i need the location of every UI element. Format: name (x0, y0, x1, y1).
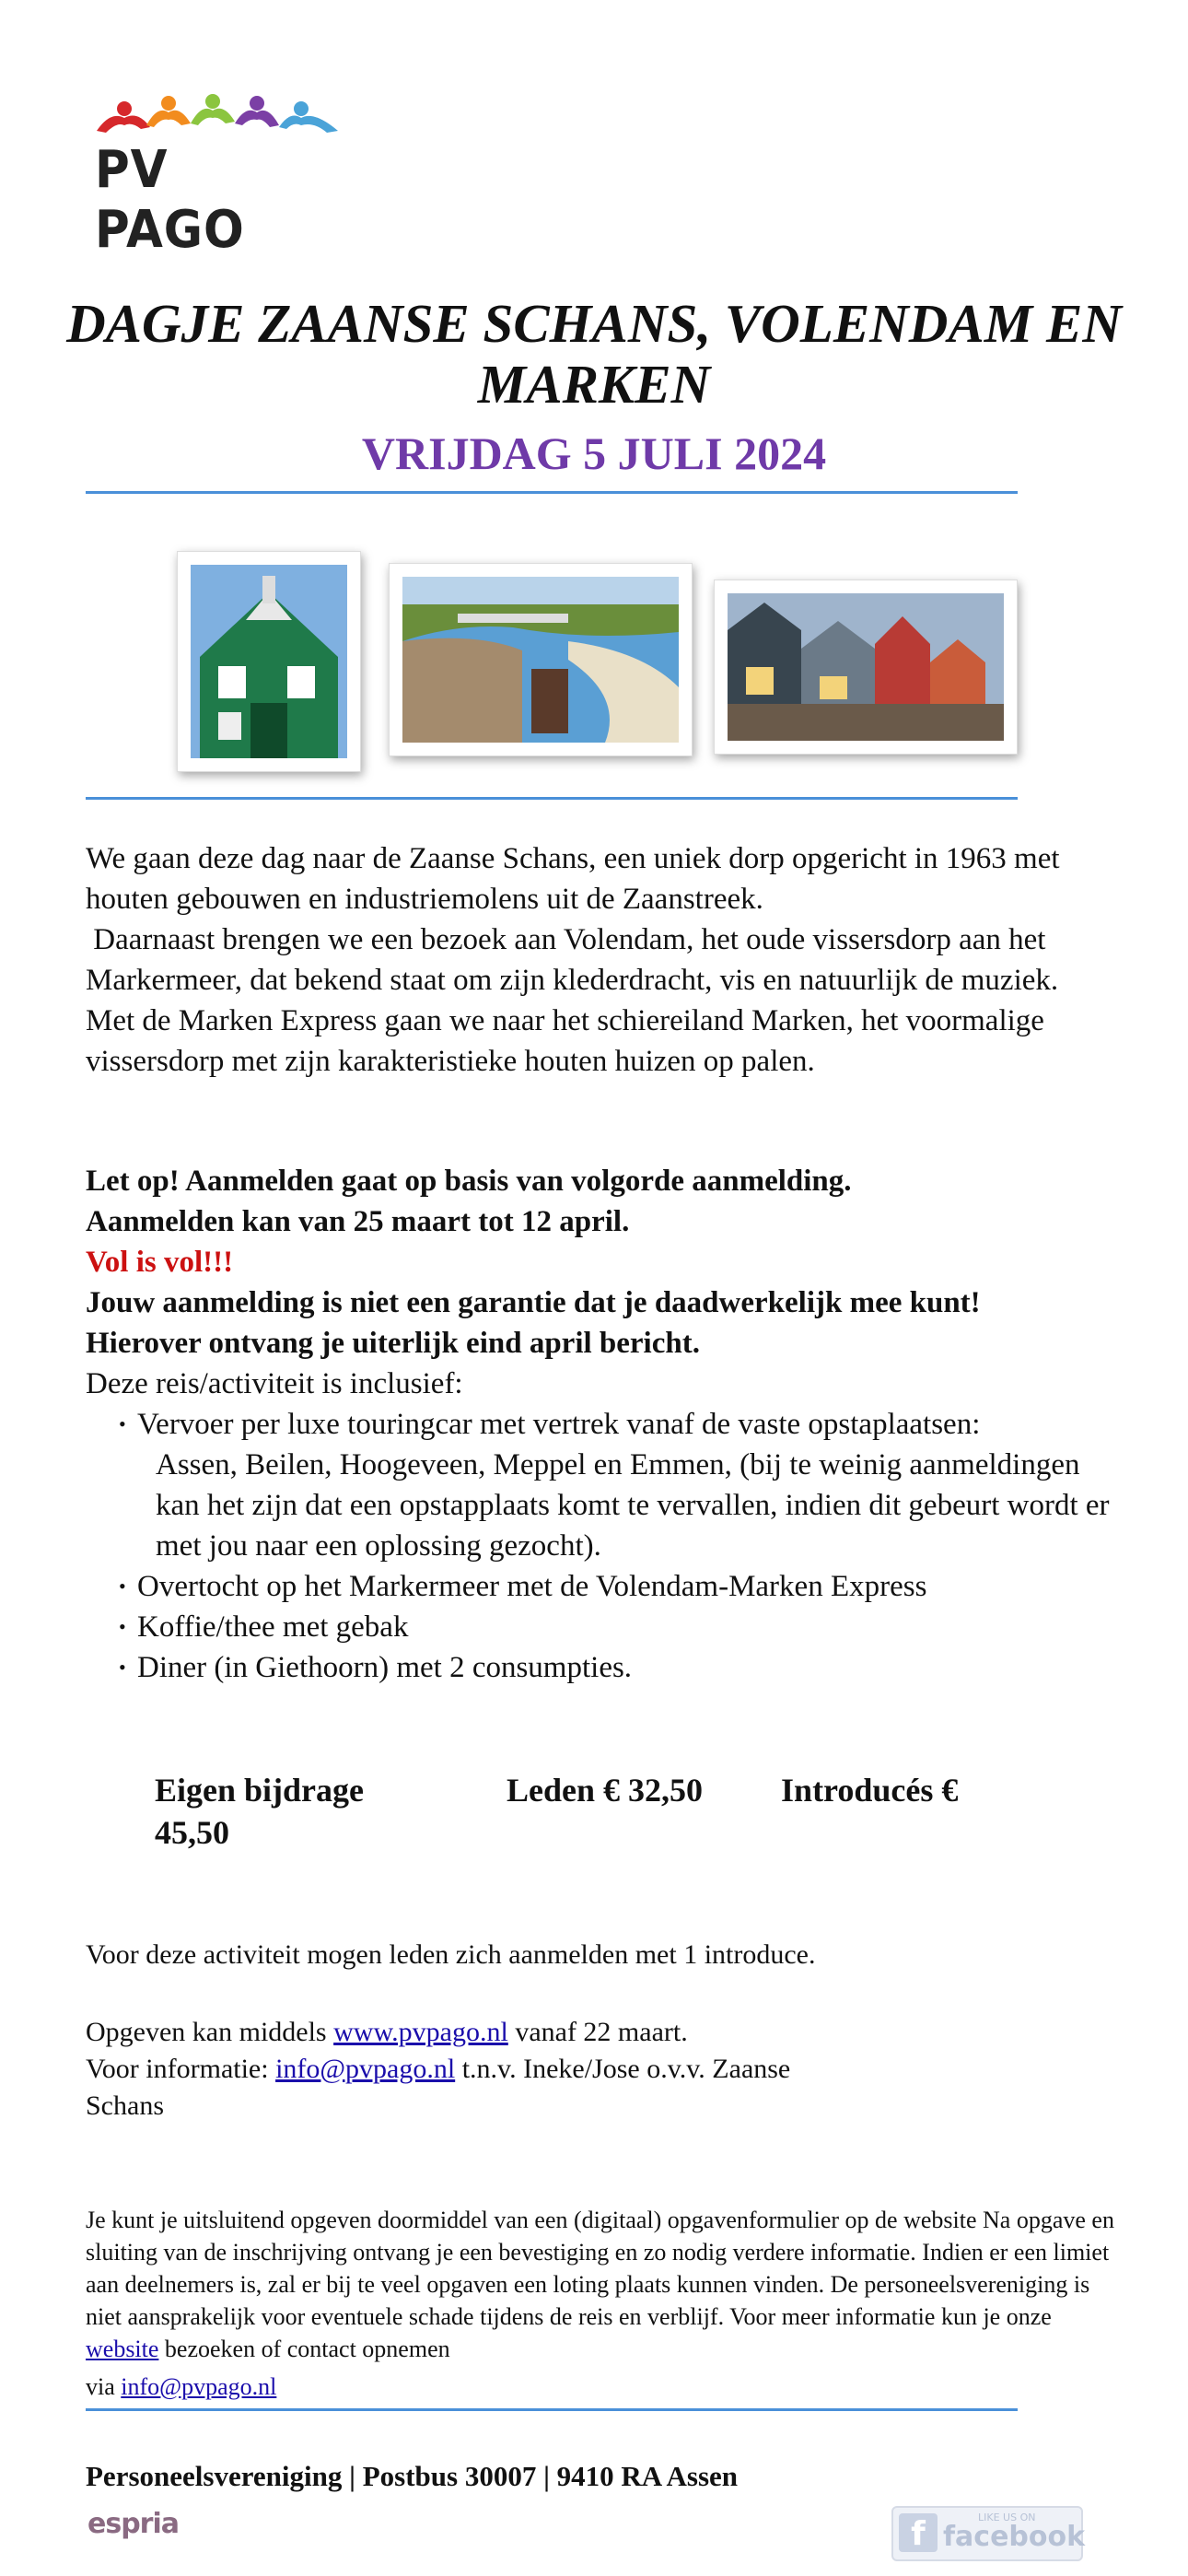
price-members: Leden € 32,50 (507, 1772, 704, 1809)
notice-block (86, 1161, 1126, 1688)
list-item: • Overtocht op het Markermeer met de Volendam-Marken Express (86, 1566, 1126, 1607)
list-item: • Diner (in Giethoorn) met 2 consumpties. (86, 1647, 1126, 1688)
price-guests: Introducés € (781, 1772, 959, 1809)
intro-text (86, 838, 1126, 1082)
list-item: • Koffie/thee met gebak (86, 1607, 1126, 1647)
notice-line: Let op! Aanmelden gaat op basis van volgorde aanmelding. (86, 1165, 852, 1198)
page-title: DAGJE ZAANSE SCHANS, VOLENDAM EN MARKEN (66, 293, 1122, 415)
facebook-icon: f (899, 2513, 938, 2552)
full-warning: Vol is vol!!! (86, 1246, 234, 1279)
event-date: VRIJDAG 5 JULI 2024 (361, 427, 827, 479)
intro-paragraph: Met de Marken Express gaan we naar het schiereiland Marken, het voormalige vissersdorp met zijn karakteristieke houten huizen op palen. (86, 1004, 1044, 1078)
disclaimer: Je kunt je uitsluitend opgeven doormiddel van een (digitaal) opgavenformulier op de website Na opgave en sluiting van de inschrijving ontvang je een bevestiging en zo nodig verdere informatie. Indien er een limiet aan deelnemers is, zal er bij te veel opgaven een loting plaats kunnen vinden. De personeelsvereniging is niet aansprakelijk voor eventuele schade tijdens de reis en verblijf. Voor meer informatie kun je onze website bezoeken of contact opnemen via info@pvpago.nl (86, 2207, 1114, 2400)
facebook-like-label: LIKE US ON (978, 2512, 1036, 2523)
espria-logo: espria (87, 2508, 179, 2540)
pv-pago-logo (87, 92, 345, 260)
signup-info: Opgeven kan middels www.pvpago.nl vanaf 22 maart. Voor informatie: info@pvpago.nl t.n.v. Ineke/Jose o.v.v. Zaanse Schans (86, 2017, 791, 2121)
photo-marken-houses (714, 580, 1018, 755)
photo-zaanse-schans (177, 551, 361, 772)
list-item: • Vervoer per luxe touringcar met vertrek vanaf de vaste opstaplaatsen: Assen, Beilen, Hoogeveen, Meppel en Emmen, (bij te weinig aanmeldingen kan het zijn dat een opstapplaats komt te vervallen, indien dit gebeurt wordt er met jou naar een oplossing gezocht). (86, 1404, 1126, 1566)
notice-line: Aanmelden kan van 25 maart tot 12 april. (86, 1205, 630, 1238)
photo-volendam-harbour (389, 563, 693, 756)
website-link[interactable]: www.pvpago.nl (333, 2017, 508, 2047)
divider (86, 797, 1018, 800)
price-block (86, 1769, 1062, 1854)
inclusive-heading: Deze reis/activiteit is inclusief: (86, 1367, 463, 1400)
intro-note: Voor deze activiteit mogen leden zich aanmelden met 1 introduce. (86, 1939, 816, 1970)
inclusive-list (86, 1404, 1126, 1688)
logo-text: PV PAGO (95, 140, 245, 260)
email-link[interactable]: info@pvpago.nl (275, 2054, 456, 2084)
notice-line: Hierover ontvang je uiterlijk eind april bericht. (86, 1327, 700, 1360)
price-guests-amount: 45,50 (155, 1814, 229, 1851)
notice-line: Jouw aanmelding is niet een garantie dat je daadwerkelijk mee kunt! (86, 1286, 981, 1319)
email-link[interactable]: info@pvpago.nl (121, 2373, 277, 2400)
divider (86, 491, 1018, 494)
intro-paragraph: We gaan deze dag naar de Zaanse Schans, een uniek dorp opgericht in 1963 met houten gebouwen en industriemolens uit de Zaanstreek. (86, 842, 1060, 916)
intro-paragraph: Daarnaast brengen we een bezoek aan Volendam, het oude vissersdorp aan het Markermeer, dat bekend staat om zijn klederdracht, vis en natuurlijk de muziek. (86, 923, 1059, 997)
price-label: Eigen bijdrage (155, 1772, 365, 1809)
divider (86, 2408, 1018, 2411)
website-link[interactable]: website (86, 2336, 159, 2362)
facebook-button[interactable] (891, 2506, 1086, 2561)
people-icon (87, 92, 345, 147)
footer-address: Personeelsvereniging | Postbus 30007 | 9410 RA Assen (86, 2460, 739, 2492)
facebook-label: facebook (943, 2521, 1086, 2553)
